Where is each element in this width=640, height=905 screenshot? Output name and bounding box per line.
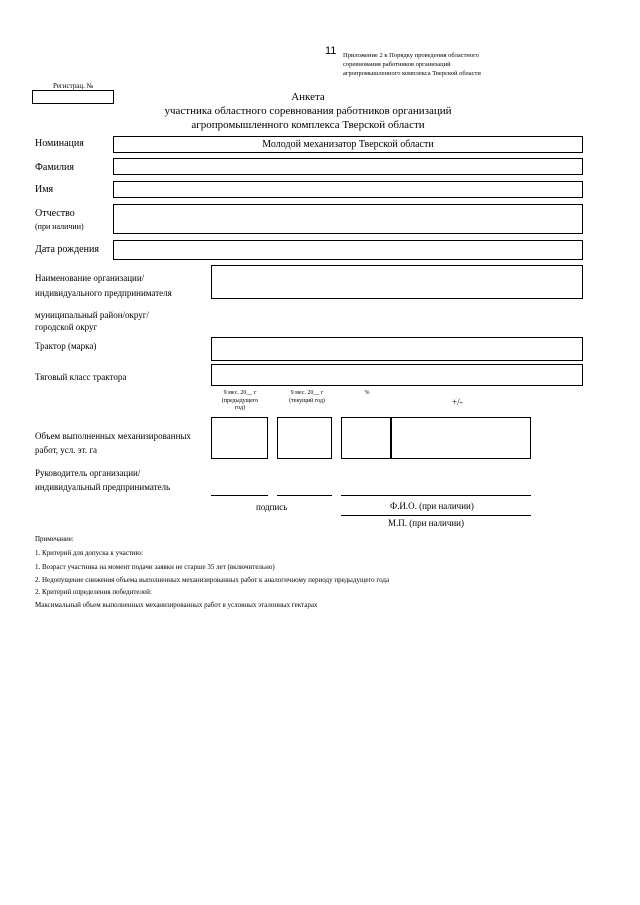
stamp-divider bbox=[341, 515, 531, 516]
stamp-label: М.П. (при наличии) bbox=[388, 518, 464, 528]
note-max-volume: Максимальный объем выполненных механизированных работ в условных эталонных гектарах bbox=[35, 601, 318, 609]
page-number: 11 bbox=[325, 45, 337, 57]
volume-label-line-2: работ, усл. эт. га bbox=[35, 445, 98, 455]
volume-percent-field[interactable] bbox=[341, 417, 392, 459]
nomination-value: Молодой механизатор Тверской области bbox=[262, 139, 434, 150]
notes-heading: Примечание: bbox=[35, 535, 74, 543]
organization-label bbox=[35, 272, 172, 299]
name-field[interactable] bbox=[113, 181, 583, 198]
nomination-label: Номинация bbox=[35, 138, 84, 149]
birthdate-field[interactable] bbox=[113, 240, 583, 260]
registration-number-field[interactable] bbox=[32, 90, 114, 104]
title-line-2: участника областного соревнования работников организаций bbox=[164, 105, 452, 117]
district-label bbox=[35, 309, 149, 333]
patronymic-field[interactable] bbox=[113, 204, 583, 234]
column-percent: % bbox=[364, 390, 370, 396]
note-criterion-winners: 2. Критерий определения победителей: bbox=[35, 588, 152, 596]
organization-field[interactable] bbox=[211, 265, 583, 299]
tractor-label: Трактор (марка) bbox=[35, 341, 97, 351]
district-label-line-2: городской округ bbox=[35, 322, 98, 332]
appendix-line-3: агропромышленного комплекса Тверской области bbox=[343, 70, 481, 77]
volume-difference-field[interactable] bbox=[390, 417, 531, 459]
volume-label bbox=[35, 430, 191, 456]
district-label-line-1: муниципальный район/округ/ bbox=[35, 310, 149, 320]
note-age: 1. Возраст участника на момент подачи заявки не старше 35 лет (включительно) bbox=[35, 563, 275, 571]
column-difference: +/- bbox=[452, 397, 463, 407]
traction-class-label: Тяговый класс трактора bbox=[35, 372, 127, 382]
appendix-line-2: соревнования работников организаций bbox=[343, 61, 451, 68]
signature-label: подпись bbox=[256, 502, 288, 512]
column-previous-line-3: год) bbox=[234, 405, 246, 411]
volume-label-line-1: Объем выполненных механизированных bbox=[35, 431, 191, 441]
organization-label-line-1: Наименование организации/ bbox=[35, 273, 145, 283]
column-previous-year bbox=[208, 390, 272, 413]
fio-line[interactable] bbox=[341, 495, 531, 496]
volume-current-year-field[interactable] bbox=[277, 417, 332, 459]
head-label-line-1: Руководитель организации/ bbox=[35, 468, 141, 478]
volume-previous-year-field[interactable] bbox=[211, 417, 268, 459]
appendix-reference bbox=[343, 51, 481, 78]
surname-label: Фамилия bbox=[35, 162, 74, 173]
organization-label-line-2: индивидуального предпринимателя bbox=[35, 288, 172, 298]
appendix-line-1: Приложение 2 к Порядку проведения областного bbox=[343, 52, 479, 59]
patronymic-label: Отчество bbox=[35, 208, 75, 219]
signature-line-2[interactable] bbox=[277, 495, 332, 496]
column-current-year bbox=[275, 390, 339, 405]
fio-label: Ф.И.О. (при наличии) bbox=[390, 501, 474, 511]
name-label: Имя bbox=[35, 184, 54, 195]
note-volume: 2. Недопущение снижения объема выполненных механизированных работ к аналогичному периоду предыдущего года bbox=[35, 576, 390, 584]
head-label bbox=[35, 467, 170, 493]
registration-label: Регистрац. № bbox=[53, 82, 94, 90]
column-current-line-1: 9 мес. 20__ г bbox=[290, 390, 324, 396]
birthdate-label: Дата рождения bbox=[35, 244, 99, 255]
column-previous-line-2: (предыдущего bbox=[221, 397, 259, 404]
form-title bbox=[150, 90, 466, 132]
surname-field[interactable] bbox=[113, 158, 583, 175]
column-current-line-2: (текущий год) bbox=[289, 397, 325, 404]
traction-class-field[interactable] bbox=[211, 364, 583, 386]
title-line-3: агропромышленного комплекса Тверской области bbox=[191, 119, 425, 131]
head-label-line-2: индивидуальный предприниматель bbox=[35, 482, 171, 492]
column-previous-line-1: 9 мес. 20__ г bbox=[223, 390, 257, 396]
signature-line-1[interactable] bbox=[211, 495, 268, 496]
title-line-1: Анкета bbox=[291, 91, 325, 103]
nomination-field[interactable] bbox=[113, 136, 583, 153]
note-criterion-admission: 1. Критерий для допуска к участию: bbox=[35, 549, 143, 557]
patronymic-sublabel: (при наличии) bbox=[35, 222, 84, 231]
tractor-field[interactable] bbox=[211, 337, 583, 361]
